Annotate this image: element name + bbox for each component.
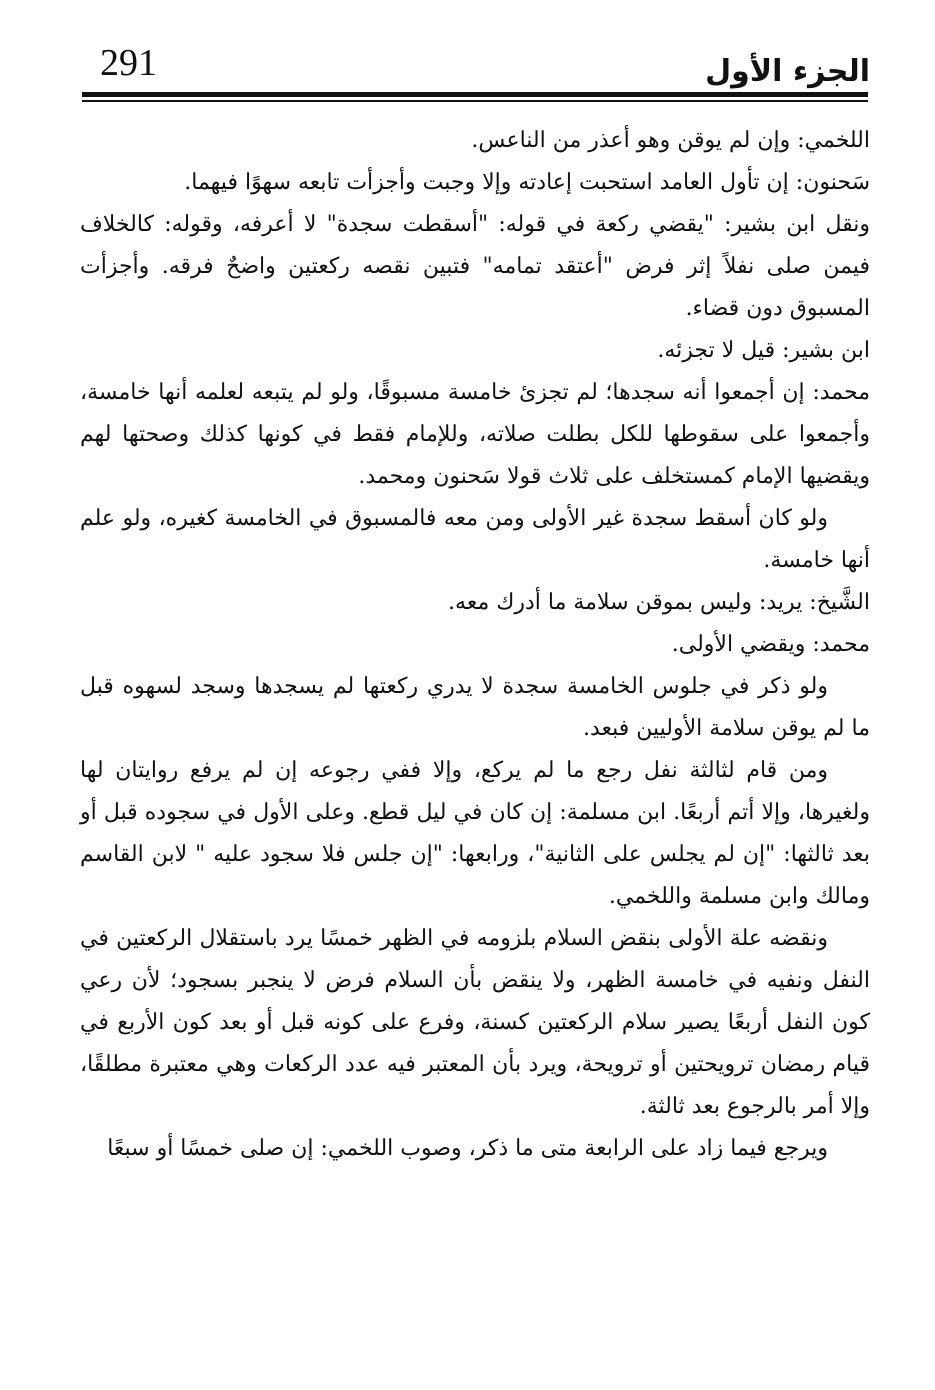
page-number: 291 [100, 42, 157, 84]
header-rule-thin [82, 100, 868, 102]
header-rule-thick [82, 92, 868, 97]
paragraph: ونقضه علة الأولى بنقض السلام بلزومه في الظهر خمسًا يرد باستقلال الركعتين في النفل ونفيه في خامسة الظهر، ولا ينقض بأن السلام فرض لا ينجبر بسجود؛ لأن رعي كون النفل أربعًا يصير سلام الركعتين كسنة، وفرع على كونه قبل أو بعد كون الأربع في قيام رمضان ترويحتين أو ترويحة، ويرد بأن المعتبر فيه عدد الركعات وهي معتبرة مطلقًا، وإلا أمر بالرجوع بعد ثالثة. [80, 926, 870, 1119]
paragraph: محمد: إن أجمعوا أنه سجدها؛ لم تجزئ خامسة مسبوقًا، ولو لم يتبعه لعلمه أنها خامسة، وأجمعوا على سقوطها للكل بطلت صلاته، وللإمام فقط في كونها كذلك وصحتها لهم ويقضيها الإمام كمستخلف على ثلاث قولا سَحنون ومحمد. [80, 380, 870, 489]
paragraph: محمد: ويقضي الأولى. [671, 632, 870, 657]
paragraph: اللخمي: وإن لم يوقن وهو أعذر من الناعس. [471, 128, 870, 153]
paragraph: ابن بشير: قيل لا تجزئه. [657, 338, 870, 363]
paragraph: ويرجع فيما زاد على الرابعة متى ما ذكر، وصوب اللخمي: إن صلى خمسًا أو سبعًا [107, 1136, 828, 1161]
body-text [80, 120, 870, 1170]
paragraph: سَحنون: إن تأول العامد استحبت إعادته وإلا وجبت وأجزأت تابعه سهوًا فيهما. [184, 170, 870, 195]
paragraph: ولو كان أسقط سجدة غير الأولى ومن معه فالمسبوق في الخامسة كغيره، ولو علم أنها خامسة. [80, 506, 870, 573]
paragraph: ولو ذكر في جلوس الخامسة سجدة لا يدري ركعتها لم يسجدها وسجد لسهوه قبل ما لم يوقن سلامة الأوليين فبعد. [80, 674, 870, 741]
paragraph: ومن قام لثالثة نفل رجع ما لم يركع، وإلا ففي رجوعه إن لم يرفع روايتان لها ولغيرها، وإلا أتم أربعًا. ابن مسلمة: إن كان في ليل قطع. وعلى الأول في سجوده قبل أو بعد ثالثها: "إن لم يجلس على الثانية"، ورابعها: "إن جلس فلا سجود عليه " لابن القاسم ومالك وابن مسلمة واللخمي. [80, 758, 870, 909]
page-header [80, 40, 870, 100]
paragraph: الشَّيخ: يريد: وليس بموقن سلامة ما أدرك معه. [448, 590, 870, 615]
paragraph: ونقل ابن بشير: "يقضي ركعة في قوله: "أسقطت سجدة" لا أعرفه، وقوله: كالخلاف فيمن صلى نفلاً إثر فرض "أعتقد تمامه" فتبين نقصه ركعتين واضحٌ فرقه. وأجزأت المسبوق دون قضاء. [80, 212, 870, 321]
running-title: الجزء الأول [705, 54, 870, 89]
